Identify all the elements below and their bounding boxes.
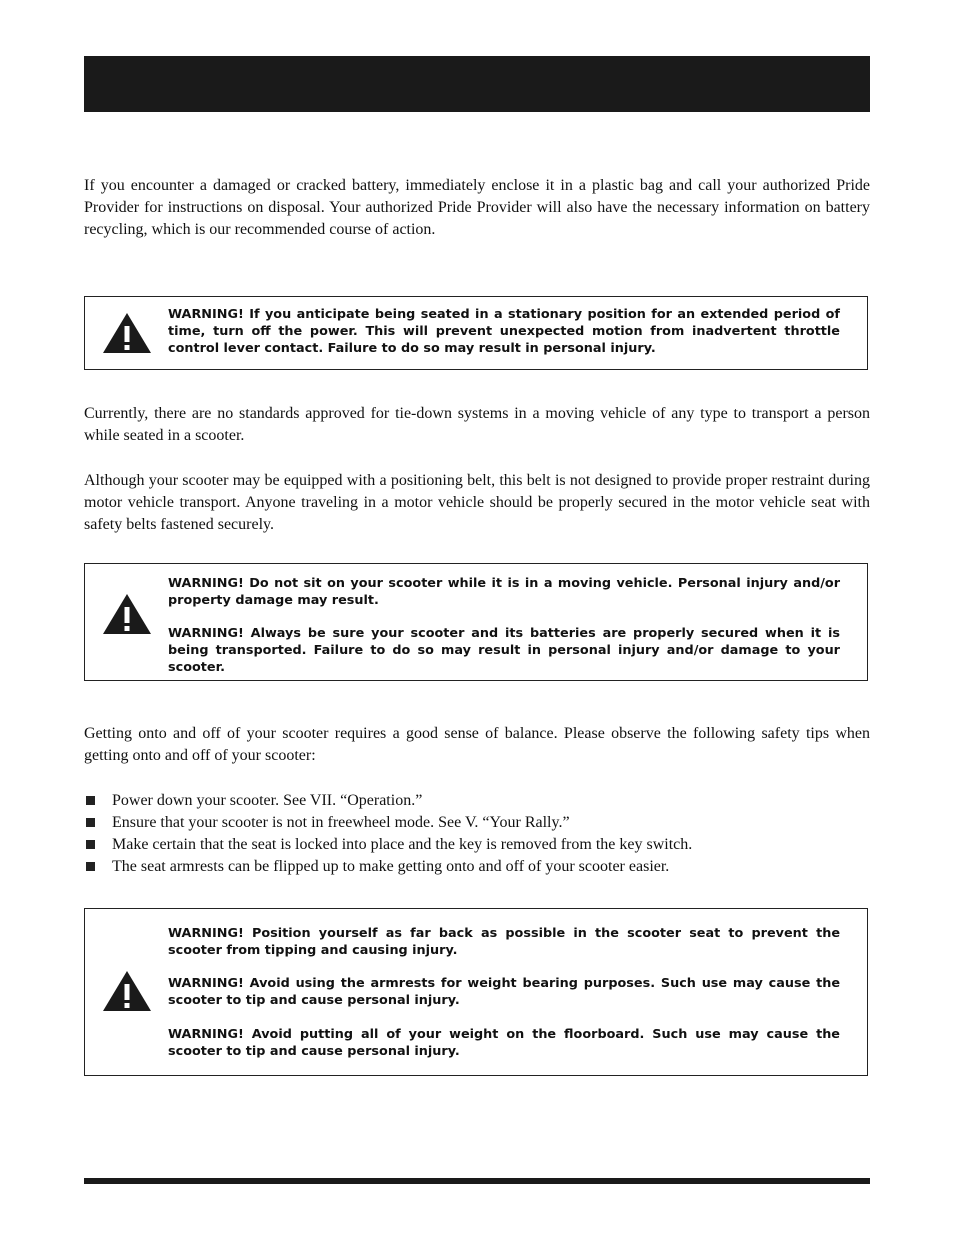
warning-box-stationary (84, 296, 868, 370)
warning-box-balance (84, 908, 868, 1076)
bullet-square-icon (86, 818, 95, 827)
warning-triangle-icon (101, 969, 153, 1013)
bullet-square-icon (86, 796, 95, 805)
getting-on-off-paragraph: Getting onto and off of your scooter requires a good sense of balance. Please observe the following safety tips when getting onto and off of your scooter: (84, 725, 870, 764)
warning-text: WARNING! Avoid putting all of your weight on the floorboard. Such use may cause the scooter to tip and cause personal injury. (168, 1027, 840, 1059)
header-bar (84, 56, 870, 112)
warning-text: WARNING! Do not sit on your scooter while it is in a moving vehicle. Personal injury and/or property damage may result. (168, 576, 840, 608)
warning-box-transport (84, 563, 868, 681)
positioning-belt-paragraph: Although your scooter may be equipped with a positioning belt, this belt is not designed to provide proper restraint during motor vehicle transport. Anyone traveling in a motor vehicle should be properly secured in the motor vehicle seat with safety belts fastened securely. (84, 472, 870, 533)
warning-text: WARNING! If you anticipate being seated in a stationary position for an extended period of time, turn off the power. This will prevent unexpected motion from inadvertent throttle control lever contact. Failure to do so may result in personal injury. (168, 307, 840, 356)
tie-down-paragraph: Currently, there are no standards approved for tie-down systems in a moving vehicle of any type to transport a person while seated in a scooter. (84, 405, 870, 444)
list-item: Ensure that your scooter is not in freewheel mode. See V. “Your Rally.” (84, 812, 870, 834)
warning-text: WARNING! Always be sure your scooter and its batteries are properly secured when it is being transported. Failure to do so may result in personal injury and/or damage to your scooter. (168, 626, 840, 675)
bullet-square-icon (86, 840, 95, 849)
warning-text: WARNING! Avoid using the armrests for weight bearing purposes. Such use may cause the scooter to tip and cause personal injury. (168, 976, 840, 1008)
warning-triangle-icon (101, 592, 153, 636)
footer-bar (84, 1178, 870, 1184)
bullet-square-icon (86, 862, 95, 871)
list-item: Make certain that the seat is locked into place and the key is removed from the key switch. (84, 834, 870, 856)
warning-text: WARNING! Position yourself as far back as possible in the scooter seat to prevent the scooter from tipping and causing injury. (168, 926, 840, 958)
list-item: The seat armrests can be flipped up to make getting onto and off of your scooter easier. (84, 856, 870, 878)
battery-disposal-paragraph: If you encounter a damaged or cracked battery, immediately enclose it in a plastic bag and call your authorized Pride Provider for instructions on disposal. Your authorized Pride Provider will also have the necessary information on battery recycling, which is our recommended course of action. (84, 177, 870, 238)
list-item: Power down your scooter. See VII. “Operation.” (84, 790, 870, 812)
warning-triangle-icon (101, 311, 153, 355)
safety-tips-list (84, 790, 870, 878)
